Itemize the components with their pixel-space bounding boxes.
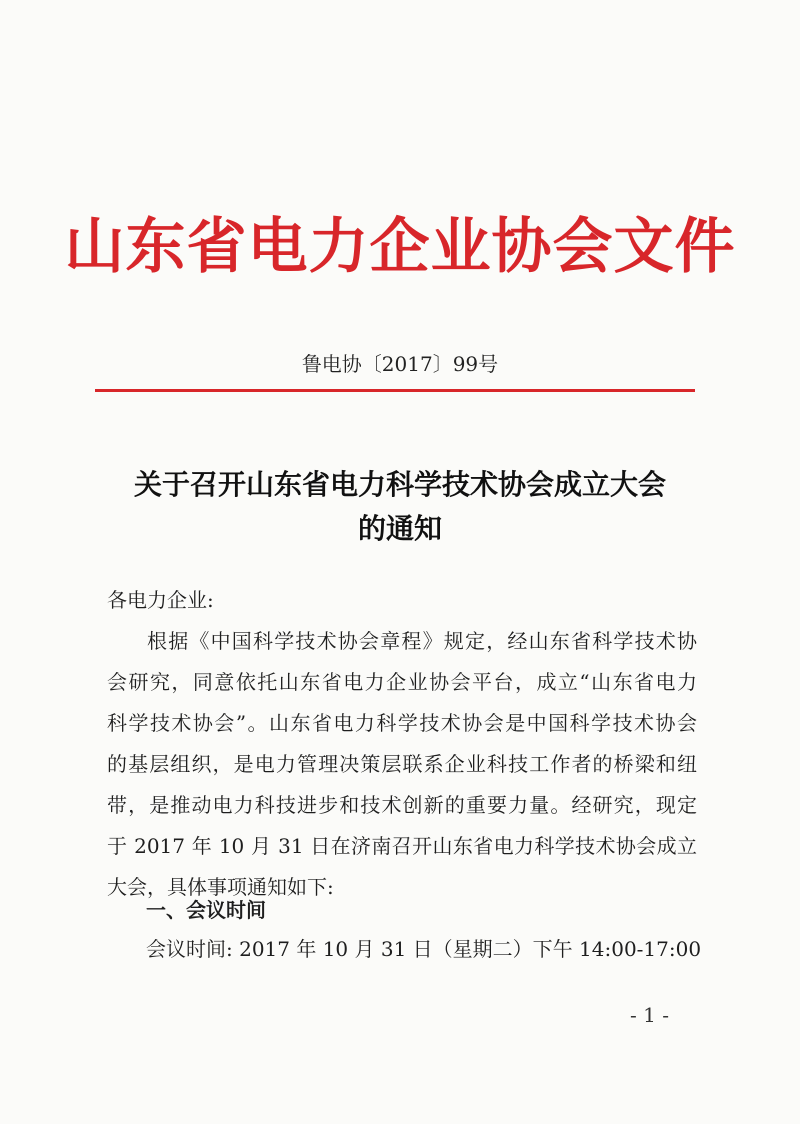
paragraph-line: 根据《中国科学技术协会章程》规定，经山东省科学技术协 <box>147 629 697 653</box>
paragraph-line: 带，是推动电力科技进步和技术创新的重要力量。经研究，现定 <box>107 793 697 817</box>
paragraph-line: 大会，具体事项通知如下: <box>107 875 334 899</box>
body-paragraph <box>107 621 697 908</box>
section-heading-meeting-time: 一、会议时间 <box>146 898 266 922</box>
issuer-header-title: 山东省电力企业协会文件 <box>64 212 736 282</box>
meeting-time-text: 会议时间: 2017 年 10 月 31 日（星期二）下午 14:00-17:00 <box>146 937 702 961</box>
notice-title <box>90 463 710 551</box>
notice-title-line-1: 关于召开山东省电力科学技术协会成立大会 <box>133 468 666 501</box>
paragraph-line: 会研究，同意依托山东省电力企业协会平台，成立“山东省电力 <box>107 670 697 694</box>
paragraph-line: 科学技术协会”。山东省电力科学技术协会是中国科学技术协会 <box>107 711 697 735</box>
paragraph-line: 的基层组织，是电力管理决策层联系企业科技工作者的桥梁和纽 <box>107 752 697 776</box>
page-number: - 1 - <box>630 1003 669 1027</box>
paragraph-line: 于 2017 年 10 月 31 日在济南召开山东省电力科学技术协会成立 <box>107 834 697 858</box>
red-divider-line <box>95 389 695 392</box>
notice-title-line-2: 的通知 <box>357 512 442 545</box>
document-number: 鲁电协〔2017〕99号 <box>301 352 499 376</box>
salutation: 各电力企业: <box>107 588 214 612</box>
